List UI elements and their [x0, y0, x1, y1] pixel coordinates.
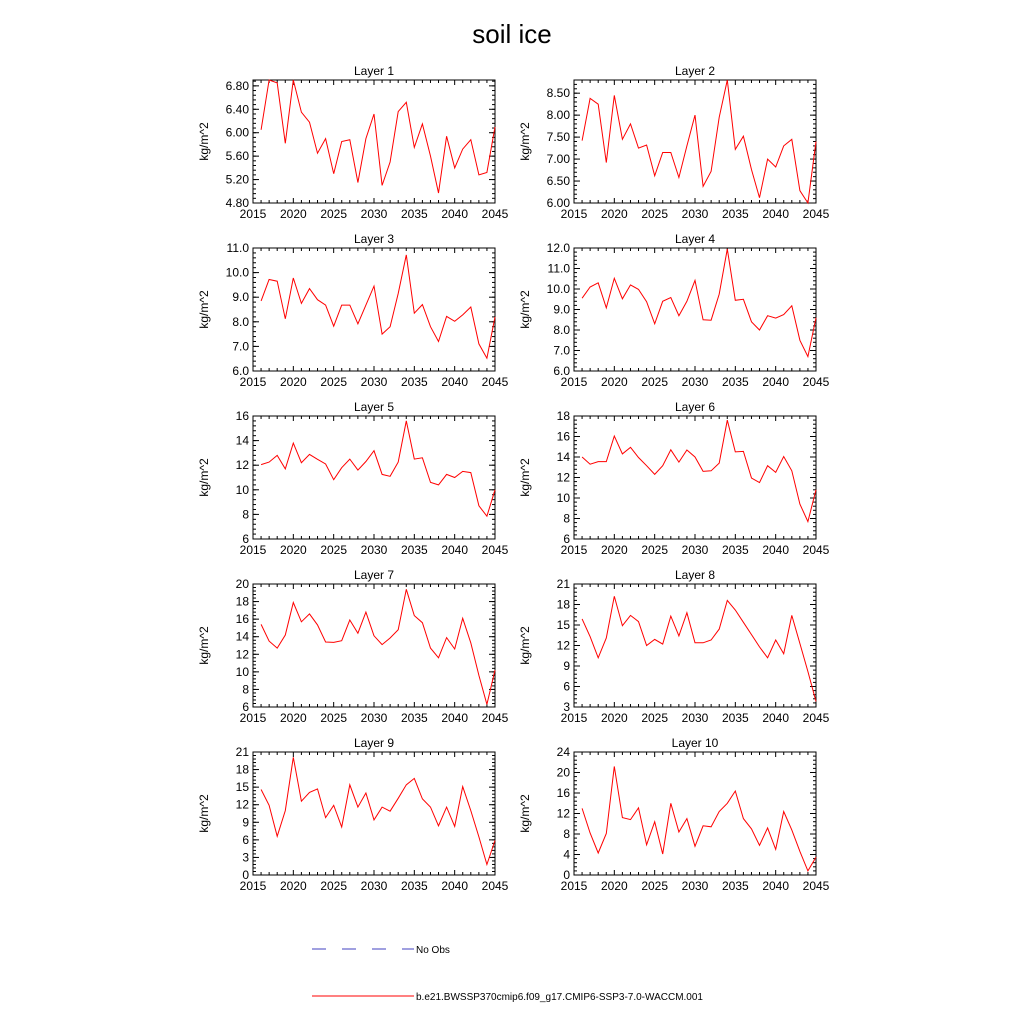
- x-tick-label: 2020: [279, 711, 307, 725]
- y-tick-label: 18: [235, 762, 249, 777]
- y-tick-label: 7.0: [553, 343, 570, 358]
- y-tick-label: 6: [563, 679, 570, 694]
- x-tick-label: 2020: [279, 207, 307, 221]
- y-tick-label: 8: [242, 682, 249, 697]
- panel-title: Layer 10: [671, 736, 719, 750]
- y-tick-label: 6.00: [546, 196, 570, 210]
- y-tick-label: 7.00: [546, 152, 570, 167]
- y-tick-label: 8.00: [546, 108, 570, 123]
- x-tick-label: 2035: [400, 543, 428, 557]
- legend-obs-label: No Obs: [416, 945, 450, 956]
- x-tick-label: 2030: [360, 711, 388, 725]
- x-tick-label: 2030: [360, 375, 388, 389]
- x-tick-label: 2015: [239, 879, 267, 893]
- x-tick-label: 2015: [560, 543, 588, 557]
- x-tick-label: 2020: [600, 711, 628, 725]
- y-axis-label: kg/m^2: [197, 290, 211, 329]
- y-axis-label: kg/m^2: [197, 458, 211, 497]
- y-axis-label: kg/m^2: [518, 626, 532, 665]
- y-tick-label: 6.0: [553, 364, 570, 378]
- panel-title: Layer 1: [353, 64, 395, 78]
- y-tick-label: 4.80: [225, 196, 249, 210]
- x-tick-label: 2020: [600, 543, 628, 557]
- panel-title: Layer 3: [353, 232, 395, 246]
- x-tick-label: 2020: [600, 207, 628, 221]
- y-axis-label: kg/m^2: [518, 794, 532, 833]
- x-tick-label: 2015: [239, 375, 267, 389]
- y-tick-label: 8.0: [232, 314, 249, 329]
- y-tick-label: 18: [235, 594, 249, 609]
- x-tick-label: 2040: [441, 375, 469, 389]
- x-tick-label: 2045: [481, 207, 509, 221]
- panel-title: Layer 2: [674, 64, 716, 78]
- y-tick-label: 12: [235, 797, 249, 812]
- panel-title: Layer 8: [674, 568, 716, 582]
- y-tick-label: 7.0: [232, 339, 249, 354]
- x-tick-label: 2030: [360, 543, 388, 557]
- x-tick-label: 2045: [481, 543, 509, 557]
- y-tick-label: 9: [563, 659, 570, 673]
- x-tick-label: 2025: [320, 711, 348, 725]
- x-tick-label: 2025: [320, 879, 348, 893]
- y-tick-label: 16: [235, 612, 249, 627]
- y-tick-label: 9: [242, 815, 249, 830]
- x-tick-label: 2035: [721, 711, 749, 725]
- x-tick-label: 2035: [721, 879, 749, 893]
- x-tick-label: 2020: [600, 879, 628, 893]
- y-tick-label: 6.40: [225, 102, 249, 117]
- x-tick-label: 2040: [762, 711, 790, 725]
- y-tick-label: 0: [563, 868, 570, 882]
- x-tick-label: 2030: [360, 207, 388, 221]
- x-tick-label: 2040: [441, 879, 469, 893]
- y-tick-label: 18: [556, 409, 570, 423]
- x-tick-label: 2035: [400, 207, 428, 221]
- panel-title: Layer 5: [353, 400, 395, 414]
- y-tick-label: 18: [556, 597, 570, 612]
- y-tick-label: 6.50: [546, 174, 570, 189]
- x-tick-label: 2030: [681, 375, 709, 389]
- panel-title: Layer 7: [353, 568, 395, 582]
- y-tick-label: 3: [563, 700, 570, 714]
- x-tick-label: 2035: [721, 207, 749, 221]
- y-tick-label: 10: [235, 482, 249, 497]
- y-tick-label: 6.00: [225, 125, 249, 140]
- x-tick-label: 2040: [762, 375, 790, 389]
- y-tick-label: 8.50: [546, 86, 570, 101]
- y-axis-label: kg/m^2: [518, 122, 532, 161]
- y-tick-label: 20: [235, 577, 249, 591]
- y-axis-label: kg/m^2: [197, 626, 211, 665]
- y-tick-label: 3: [242, 850, 249, 865]
- y-tick-label: 16: [235, 409, 249, 423]
- x-tick-label: 2030: [360, 879, 388, 893]
- x-tick-label: 2035: [400, 879, 428, 893]
- x-tick-label: 2025: [641, 207, 669, 221]
- x-tick-label: 2030: [681, 879, 709, 893]
- y-tick-label: 6.80: [225, 78, 249, 93]
- y-tick-label: 10.0: [225, 265, 249, 280]
- x-tick-label: 2030: [681, 207, 709, 221]
- x-tick-label: 2040: [762, 543, 790, 557]
- y-tick-label: 12: [235, 647, 249, 662]
- y-tick-label: 4: [563, 847, 570, 862]
- x-tick-label: 2025: [641, 543, 669, 557]
- y-tick-label: 16: [556, 429, 570, 444]
- x-tick-label: 2015: [239, 543, 267, 557]
- y-tick-label: 8: [563, 827, 570, 841]
- y-tick-label: 6: [242, 832, 249, 847]
- x-tick-label: 2035: [400, 375, 428, 389]
- y-tick-label: 5.60: [225, 149, 249, 164]
- y-axis-label: kg/m^2: [197, 122, 211, 161]
- x-tick-label: 2045: [481, 375, 509, 389]
- y-tick-label: 21: [556, 577, 570, 591]
- y-tick-label: 12: [556, 806, 570, 821]
- x-tick-label: 2035: [721, 375, 749, 389]
- y-tick-label: 12: [556, 470, 570, 485]
- y-tick-label: 6: [563, 532, 570, 546]
- x-tick-label: 2035: [400, 711, 428, 725]
- y-tick-label: 7.50: [546, 130, 570, 145]
- x-tick-label: 2025: [320, 375, 348, 389]
- y-tick-label: 8: [563, 511, 570, 526]
- x-tick-label: 2020: [279, 879, 307, 893]
- x-tick-label: 2040: [441, 711, 469, 725]
- x-tick-label: 2045: [481, 711, 509, 725]
- y-axis-label: kg/m^2: [518, 458, 532, 497]
- y-tick-label: 12.0: [546, 241, 570, 255]
- panel-title: Layer 4: [674, 232, 716, 246]
- y-axis-label: kg/m^2: [197, 794, 211, 833]
- x-tick-label: 2030: [681, 543, 709, 557]
- x-tick-label: 2015: [239, 711, 267, 725]
- y-tick-label: 5.20: [225, 172, 249, 187]
- x-tick-label: 2025: [641, 879, 669, 893]
- y-tick-label: 11.0: [226, 241, 249, 255]
- y-tick-label: 16: [556, 786, 570, 800]
- x-tick-label: 2045: [802, 711, 830, 725]
- x-tick-label: 2045: [802, 375, 830, 389]
- x-tick-label: 2015: [560, 207, 588, 221]
- y-tick-label: 10.0: [546, 282, 570, 296]
- x-tick-label: 2035: [721, 543, 749, 557]
- x-tick-label: 2040: [762, 207, 790, 221]
- x-tick-label: 2025: [641, 375, 669, 389]
- x-tick-label: 2015: [560, 879, 588, 893]
- y-tick-label: 20: [556, 765, 570, 780]
- x-tick-label: 2045: [802, 879, 830, 893]
- y-tick-label: 12: [235, 458, 249, 473]
- y-tick-label: 6: [242, 532, 249, 546]
- y-tick-label: 10: [235, 664, 249, 679]
- y-tick-label: 8: [242, 507, 249, 522]
- y-tick-label: 0: [242, 868, 249, 882]
- y-tick-label: 15: [556, 618, 570, 632]
- x-tick-label: 2030: [681, 711, 709, 725]
- y-tick-label: 6: [242, 700, 249, 714]
- y-tick-label: 21: [235, 745, 249, 759]
- y-tick-label: 11.0: [547, 261, 570, 276]
- x-tick-label: 2045: [802, 543, 830, 557]
- x-tick-label: 2040: [441, 543, 469, 557]
- y-tick-label: 9.0: [232, 290, 249, 305]
- x-tick-label: 2045: [802, 207, 830, 221]
- x-tick-label: 2015: [560, 711, 588, 725]
- panel-title: Layer 6: [674, 400, 716, 414]
- y-tick-label: 9.0: [553, 302, 570, 317]
- y-tick-label: 10: [556, 491, 570, 505]
- figure-title: soil ice: [472, 19, 552, 49]
- y-tick-label: 6.0: [232, 364, 249, 378]
- x-tick-label: 2025: [641, 711, 669, 725]
- panel-title: Layer 9: [353, 736, 395, 750]
- x-tick-label: 2025: [320, 207, 348, 221]
- x-tick-label: 2020: [279, 375, 307, 389]
- y-tick-label: 12: [556, 638, 570, 653]
- y-tick-label: 14: [235, 629, 249, 644]
- y-tick-label: 14: [556, 450, 570, 464]
- y-tick-label: 24: [556, 745, 570, 759]
- y-axis-label: kg/m^2: [518, 290, 532, 329]
- x-tick-label: 2025: [320, 543, 348, 557]
- x-tick-label: 2040: [762, 879, 790, 893]
- y-tick-label: 8.0: [553, 323, 570, 337]
- legend-model-label: b.e21.BWSSP370cmip6.f09_g17.CMIP6-SSP3-7.0-WACCM.001: [416, 992, 703, 1003]
- x-tick-label: 2045: [481, 879, 509, 893]
- x-tick-label: 2020: [279, 543, 307, 557]
- x-tick-label: 2040: [441, 207, 469, 221]
- x-tick-label: 2015: [560, 375, 588, 389]
- y-tick-label: 15: [235, 780, 249, 795]
- x-tick-label: 2020: [600, 375, 628, 389]
- y-tick-label: 14: [235, 433, 249, 448]
- x-tick-label: 2015: [239, 207, 267, 221]
